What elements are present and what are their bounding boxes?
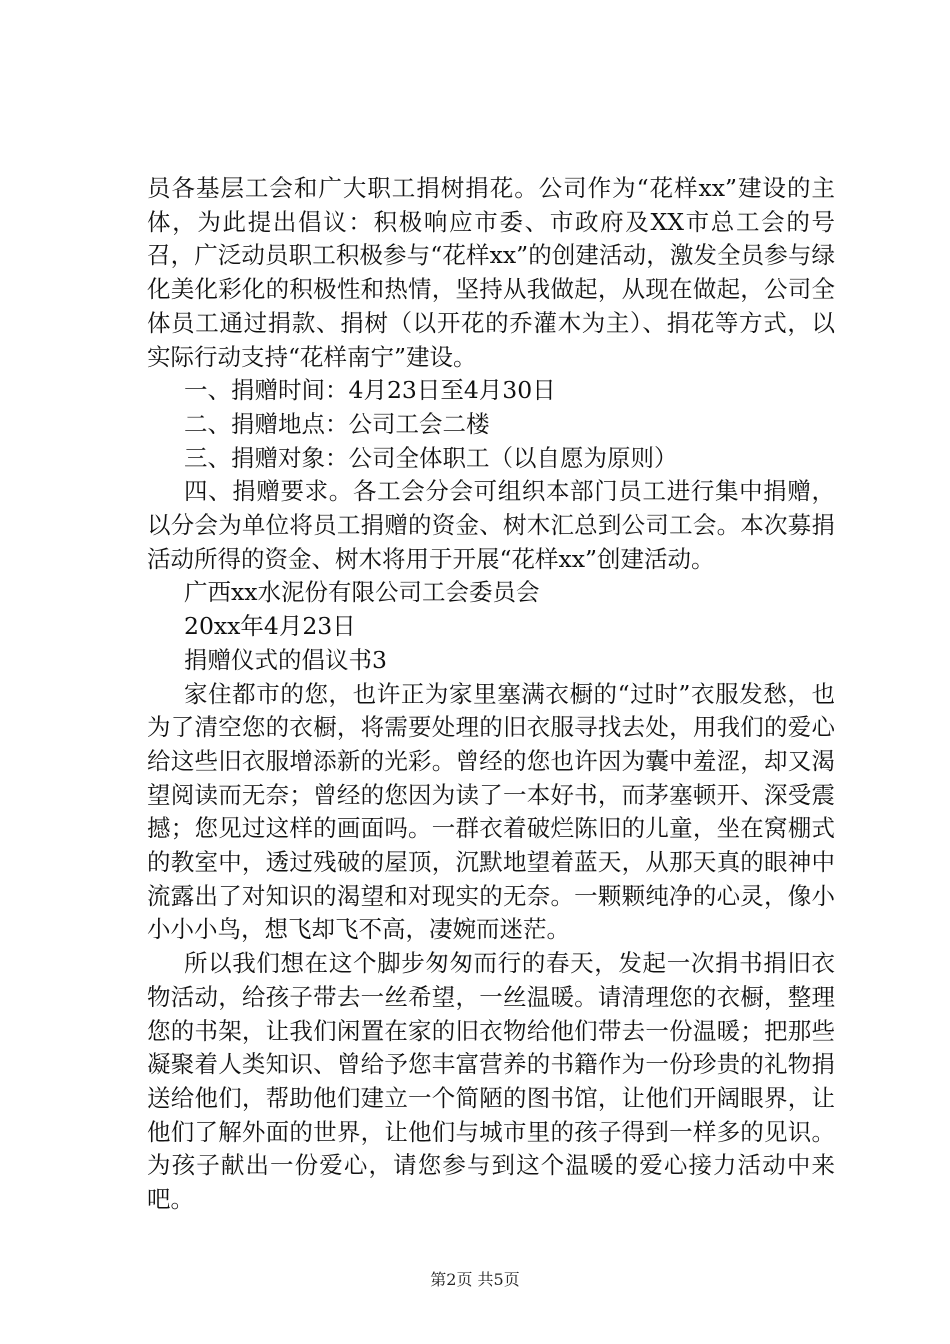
paragraph-book-drive: 所以我们想在这个脚步匆匆而行的春天，发起一次捐书捐旧衣物活动，给孩子带去一丝希望，一丝温暖。请清理您的衣橱，整理您的书架，让我们闲置在家的旧衣物给他们带去一份温暖；把那些凝聚着人类知识、曾给予您丰富营养的书籍作为一份珍贵的礼物捐送给他们，帮助他们建立一个简陋的图书馆，让他们开阔眼界，让他们了解外面的世界，让他们与城市里的孩子得到一样多的见识。为孩子献出一份爱心，请您参与到这个温暖的爱心接力活动中来吧。 xyxy=(147,949,835,1214)
signature-organization: 广西xx水泥份有限公司工会委员会 xyxy=(184,578,540,607)
section-heading: 捐赠仪式的倡议书3 xyxy=(184,645,387,674)
page-number-footer: 第2页 共5页 xyxy=(430,1270,520,1289)
paragraph-proposal-continued: 员各基层工会和广大职工捐树捐花。公司作为“花样xx”建设的主体，为此提出倡议：积极响应市委、市政府及XX市总工会的号召，广泛动员职工积极参与“花样xx”的创建活动，激发全员参与绿化美化彩化的积极性和热情，坚持从我做起，从现在做起，公司全体员工通过捐款、捐树（以开花的乔灌木为主）、捐花等方式，以实际行动支持“花样南宁”建设。 xyxy=(147,174,835,371)
paragraph-clothes-appeal: 家住都市的您，也许正为家里塞满衣橱的“过时”衣服发愁，也为了清空您的衣橱，将需要处理的旧衣服寻找去处，用我们的爱心给这些旧衣服增添新的光彩。曾经的您也许因为囊中羞涩，却又渴望阅读而无奈；曾经的您因为读了一本好书，而茅塞顿开、深受震撼；您见过这样的画面吗。一群衣着破烂陈旧的儿童，坐在窝棚式的教室中，透过残破的屋顶，沉默地望着蓝天，从那天真的眼神中流露出了对知识的渴望和对现实的无奈。一颗颗纯净的心灵，像小小小小鸟，想飞却飞不高，凄婉而迷茫。 xyxy=(147,679,835,944)
paragraph-donation-time: 一、捐赠时间：4月23日至4月30日 xyxy=(184,376,556,405)
paragraph-donation-target: 三、捐赠对象：公司全体职工（以自愿为原则） xyxy=(184,443,678,472)
paragraph-donation-location: 二、捐赠地点：公司工会二楼 xyxy=(184,409,490,438)
document-body xyxy=(147,172,835,1217)
paragraph-donation-requirements: 四、捐赠要求。各工会分会可组织本部门员工进行集中捐赠，以分会为单位将员工捐赠的资金、树木汇总到公司工会。本次募捐活动所得的资金、树木将用于开展“花样xx”创建活动。 xyxy=(147,477,835,573)
signature-date: 20xx年4月23日 xyxy=(184,612,356,641)
